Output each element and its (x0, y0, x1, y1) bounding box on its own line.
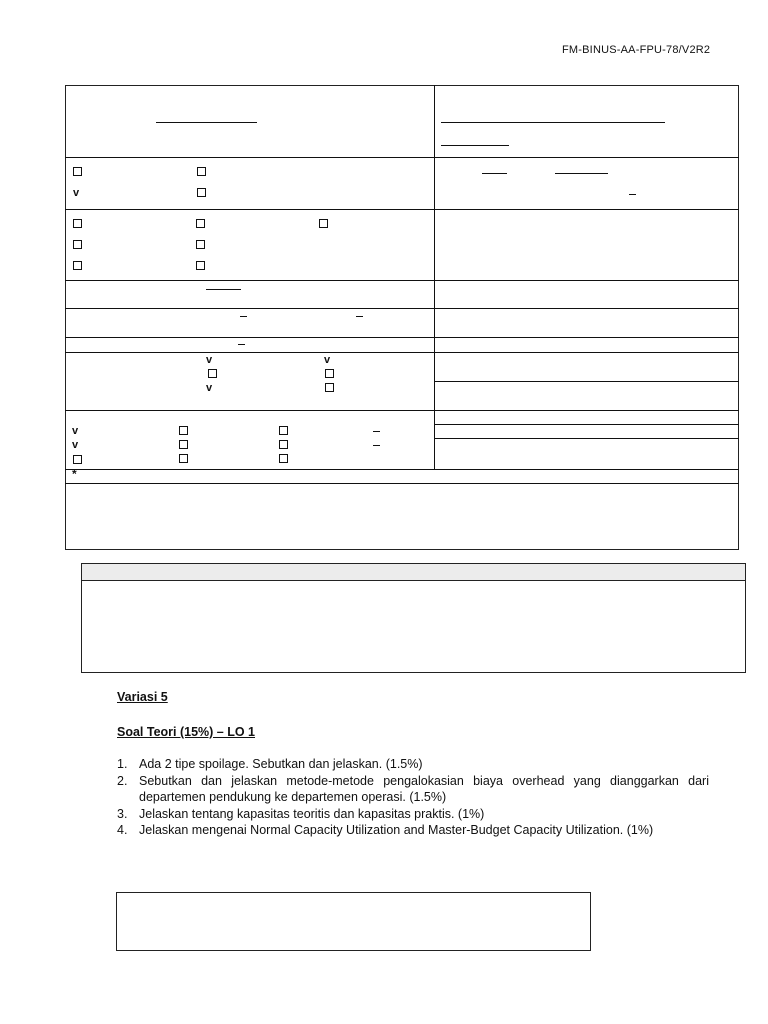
checkbox[interactable] (73, 455, 82, 464)
table-row-line (65, 410, 739, 411)
section-heading: Soal Teori (15%) – LO 1 (117, 725, 256, 739)
question-text: Ada 2 tipe spoilage. Sebutkan dan jelaskan. (1.5%) (139, 757, 423, 771)
answer-box[interactable] (116, 892, 591, 951)
checkbox[interactable] (279, 426, 288, 435)
blank-line (441, 122, 665, 123)
checkbox[interactable] (73, 219, 82, 228)
checkmark-icon: v (206, 354, 213, 366)
document-code: FM-BINUS-AA-FPU-78/V2R2 (562, 44, 711, 56)
question-text: Sebutkan dan jelaskan metode-metode pengalokasian biaya overhead yang dianggarkan dari departemen pendukung ke departemen operasi. (1.5%) (139, 773, 709, 805)
table-row-line (65, 483, 739, 484)
dash-mark (356, 316, 363, 317)
checkbox[interactable] (73, 261, 82, 270)
table-row-line (65, 352, 739, 353)
dash-mark (240, 316, 247, 317)
table-row-line (65, 157, 739, 158)
table-cell-line (434, 381, 739, 382)
question-text: Jelaskan mengenai Normal Capacity Utilization and Master-Budget Capacity Utilization. (1%) (139, 823, 654, 838)
question-number: 1. (117, 757, 128, 771)
checkbox[interactable] (196, 261, 205, 270)
blank-line (482, 173, 507, 174)
checkmark-icon: v (324, 354, 331, 366)
blank-line (206, 289, 241, 290)
dash-mark (238, 344, 245, 345)
question-item (117, 773, 709, 806)
blank-line (441, 145, 509, 146)
table-row-line (65, 280, 739, 281)
table-cell-line (434, 424, 739, 425)
checkbox[interactable] (279, 454, 288, 463)
dash-mark (373, 445, 380, 446)
dash-mark (373, 431, 380, 432)
table-column-divider (434, 85, 435, 469)
question-item (117, 822, 709, 839)
table-row-line (65, 209, 739, 210)
exam-header-table (65, 85, 739, 550)
checkmark-icon: v (206, 382, 213, 394)
checkmark-icon: v (73, 187, 80, 199)
table-row-line (65, 337, 739, 338)
question-item (117, 756, 709, 773)
checkbox[interactable] (179, 426, 188, 435)
checkbox[interactable] (208, 369, 217, 378)
table-row-line (65, 469, 739, 470)
checkbox[interactable] (73, 240, 82, 249)
checkmark-icon: v (72, 425, 79, 437)
checkbox[interactable] (325, 383, 334, 392)
asterisk-mark: * (72, 467, 77, 481)
checkbox[interactable] (279, 440, 288, 449)
checkbox[interactable] (319, 219, 328, 228)
checkbox[interactable] (197, 167, 206, 176)
question-number: 2. (117, 773, 128, 788)
question-number: 4. (117, 823, 128, 838)
question-item (117, 806, 709, 823)
question-number: 3. (117, 806, 128, 821)
blank-line (555, 173, 608, 174)
checkbox[interactable] (325, 369, 334, 378)
checkmark-icon: v (72, 439, 79, 451)
variation-title: Variasi 5 (117, 690, 168, 704)
checkbox[interactable] (179, 440, 188, 449)
checkbox[interactable] (196, 219, 205, 228)
question-list (117, 756, 709, 839)
dash-mark (629, 194, 636, 195)
instruction-box-header (82, 564, 745, 581)
table-row-line (65, 308, 739, 309)
checkbox[interactable] (196, 240, 205, 249)
blank-line (156, 122, 257, 123)
checkbox[interactable] (179, 454, 188, 463)
question-text: Jelaskan tentang kapasitas teoritis dan kapasitas praktis. (1%) (139, 806, 485, 821)
checkbox[interactable] (73, 167, 82, 176)
checkbox[interactable] (197, 188, 206, 197)
table-cell-line (434, 438, 739, 439)
